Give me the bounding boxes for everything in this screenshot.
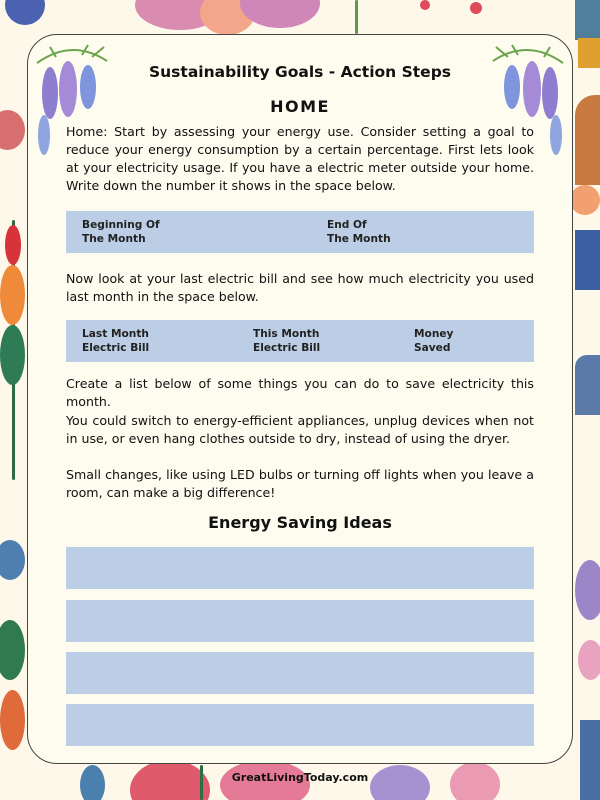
red-berry-decoration [420, 0, 430, 10]
orange-flower-decoration [570, 185, 600, 215]
electric-bill-table [66, 320, 534, 362]
column-label: Saved [414, 342, 451, 354]
money-saved-field[interactable] [414, 327, 453, 355]
section-heading: HOME [270, 97, 330, 116]
red-berry-decoration [470, 2, 482, 14]
pink-flower-decoration [578, 640, 600, 680]
column-label: Money [414, 328, 454, 340]
house-arch-decoration [575, 355, 600, 415]
house-window-decoration [578, 38, 600, 68]
column-label: Electric Bill [82, 342, 150, 354]
blue-tulip-decoration [5, 0, 45, 25]
column-label: This Month [253, 328, 320, 340]
blue-roof-decoration [575, 230, 600, 290]
bill-paragraph: Now look at your last electric bill and see how much electricity you used last month in the space below. [66, 271, 534, 304]
orange-flower-decoration [0, 690, 25, 750]
ideas-heading: Energy Saving Ideas [208, 513, 392, 532]
idea-input-box-2[interactable] [66, 600, 534, 642]
leaf-decoration [0, 620, 25, 680]
blue-birdhouse-decoration [0, 540, 25, 580]
column-label: Last Month [82, 328, 149, 340]
list-prompt: Create a list below of some things you can do to save electricity this month. [66, 376, 534, 409]
red-flower-decoration [5, 225, 21, 265]
pink-bud-decoration [0, 110, 25, 150]
this-month-bill-field[interactable] [253, 327, 320, 355]
house-door-decoration [575, 95, 600, 185]
beginning-of-month-field[interactable] [82, 218, 160, 246]
house-roof-decoration [575, 0, 600, 40]
footer-website: GreatLivingToday.com [231, 771, 369, 784]
intro-paragraph: Home: Start by assessing your energy use. Consider setting a goal to reduce your energy consumption by a certain percentage. First lets look at your electricity usage. If you have a electric meter outside your home. Write down the number it shows in the space below. [66, 124, 534, 193]
leaf-decoration [355, 0, 358, 34]
worksheet-card [27, 34, 573, 764]
meter-reading-table [66, 211, 534, 253]
column-label: Electric Bill [253, 342, 321, 354]
orange-flower-decoration [0, 265, 25, 325]
purple-flower-decoration [575, 560, 600, 620]
small-changes-paragraph: Small changes, like using LED bulbs or turning off lights when you leave a room, can make a big difference! [66, 467, 534, 500]
last-month-bill-field[interactable] [82, 327, 149, 355]
suggestions-paragraph: You could switch to energy-efficient appliances, unplug devices when not in use, or even hang clothes outside to dry, instead of using the dryer. [66, 413, 534, 446]
green-leaves-decoration [0, 325, 25, 385]
end-of-month-field[interactable] [327, 218, 391, 246]
idea-input-box-3[interactable] [66, 652, 534, 694]
column-label: End Of [327, 219, 367, 231]
column-label: The Month [327, 233, 391, 245]
page-title: Sustainability Goals - Action Steps [148, 63, 452, 81]
column-label: Beginning Of [82, 219, 160, 231]
purple-hydrangea-decoration [240, 0, 320, 28]
idea-input-box-1[interactable] [66, 547, 534, 589]
blue-house-decoration [580, 720, 600, 800]
column-label: The Month [82, 233, 146, 245]
idea-input-box-4[interactable] [66, 704, 534, 746]
